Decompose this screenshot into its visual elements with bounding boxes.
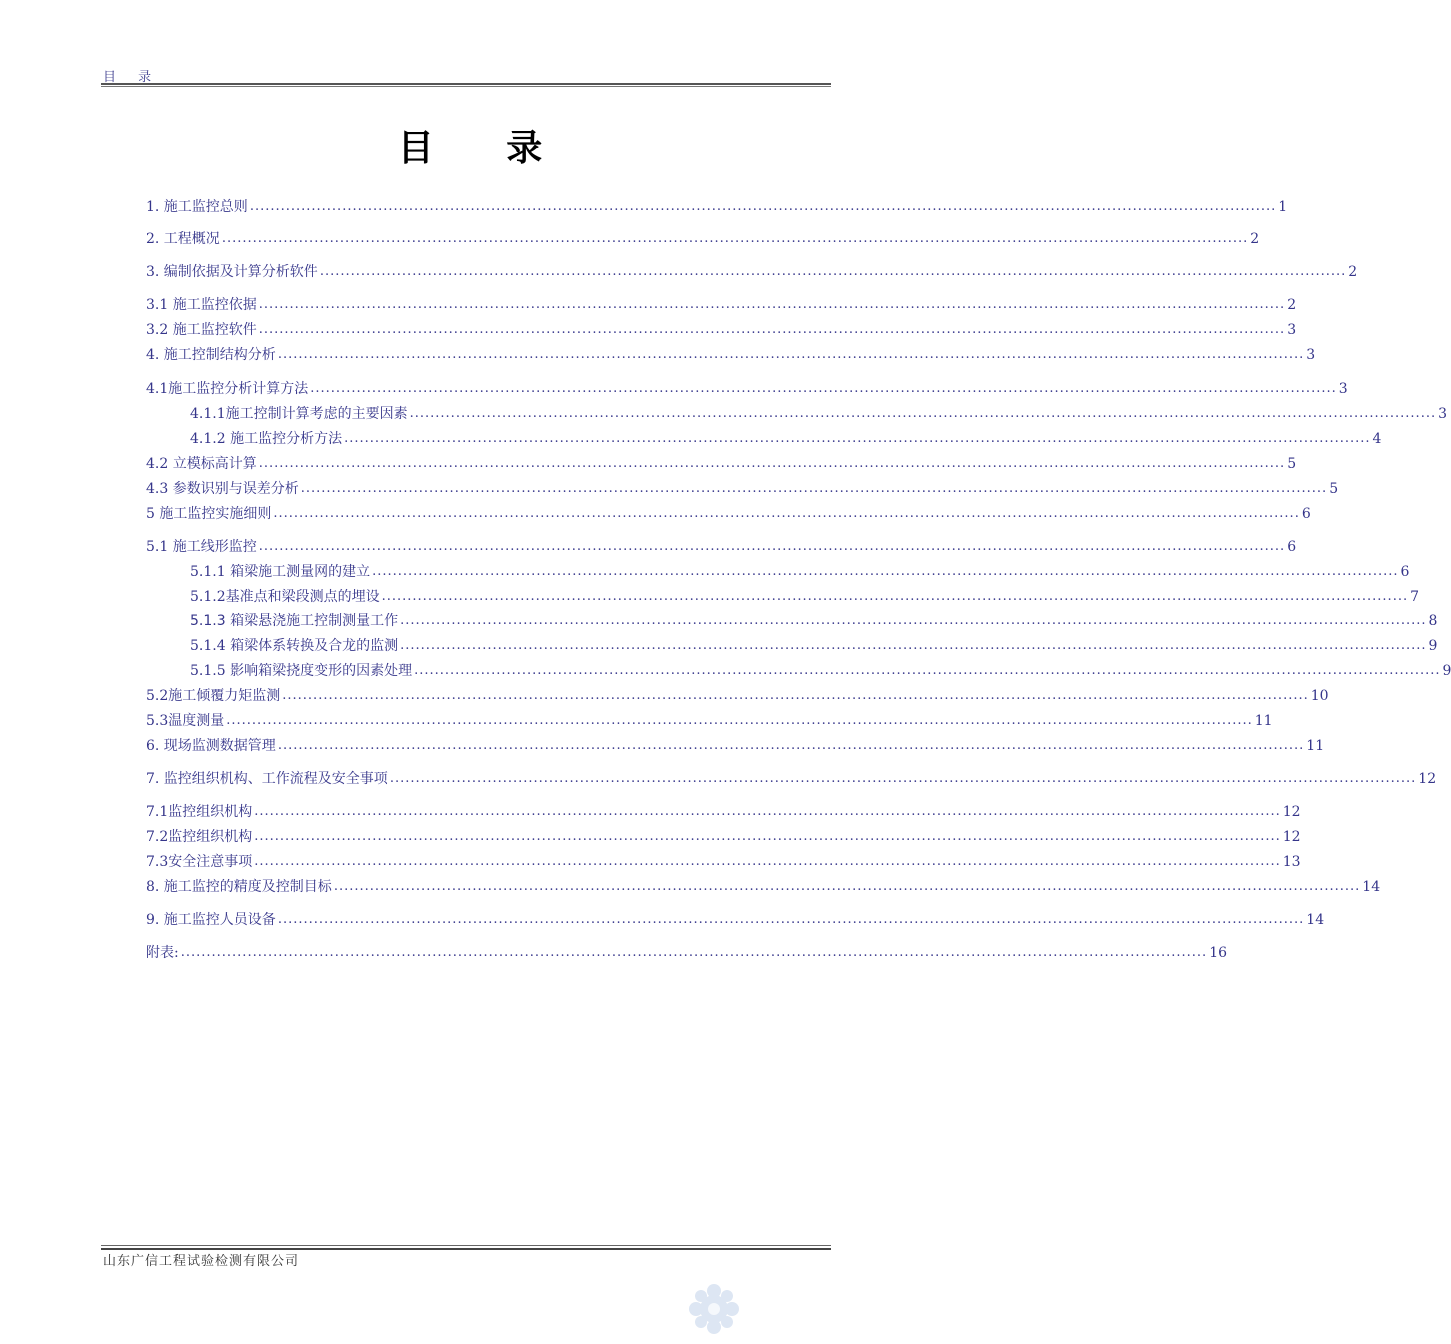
dot-leader: ........................................................................................................................................................................................................ [277, 347, 1305, 362]
dot-leader: ........................................................................................................................................................................................................ [310, 381, 1337, 396]
toc-entry-7-3[interactable]: 7.3安全注意事项 ........................................................................................................................................................................................................ 13 [146, 854, 1301, 870]
running-header: 目 录 [103, 70, 161, 85]
dot-leader: ........................................................................................................................................................................................................ [273, 506, 1300, 521]
dot-leader: ........................................................................................................................................................................................................ [400, 613, 1427, 628]
toc-entry-5-1-4[interactable]: 5.1.4 箱梁体系转换及合龙的监测 ........................................................................................................................................................................................................ 9 [190, 638, 1438, 654]
dot-leader: ........................................................................................................................................................................................................ [333, 879, 1361, 894]
toc-entry-7[interactable]: 7. 监控组织机构、工作流程及安全事项 ........................................................................................................................................................................................................ 12 [146, 771, 1437, 787]
toc-entry-7-2[interactable]: 7.2监控组织机构 ........................................................................................................................................................................................................ 12 [146, 829, 1301, 845]
toc-entry-5-2[interactable]: 5.2施工倾覆力矩监测 ........................................................................................................................................................................................................ 10 [146, 688, 1329, 704]
toc-entry-7-1[interactable]: 7.1监控组织机构 ........................................................................................................................................................................................................ 12 [146, 804, 1301, 820]
dot-leader: ........................................................................................................................................................................................................ [254, 804, 1281, 819]
dot-leader: ........................................................................................................................................................................................................ [409, 406, 1437, 421]
dot-leader: ........................................................................................................................................................................................................ [226, 713, 1253, 728]
toc-entry-4-1-2[interactable]: 4.1.2 施工监控分析方法 ........................................................................................................................................................................................................ 4 [190, 431, 1382, 447]
dot-leader: ........................................................................................................................................................................................................ [282, 688, 1309, 703]
dot-leader: ........................................................................................................................................................................................................ [258, 297, 1286, 312]
toc-entry-5-1-1[interactable]: 5.1.1 箱梁施工测量网的建立 ........................................................................................................................................................................................................ 6 [190, 564, 1410, 580]
footer-rule-thin [101, 1245, 831, 1246]
dot-leader: ........................................................................................................................................................................................................ [344, 431, 1371, 446]
dot-leader: ........................................................................................................................................................................................................ [400, 638, 1427, 653]
toc-entry-3[interactable]: 3. 编制依据及计算分析软件 ........................................................................................................................................................................................................ 2 [146, 264, 1358, 280]
dot-leader: ........................................................................................................................................................................................................ [258, 322, 1286, 337]
toc-entry-9[interactable]: 9. 施工监控人员设备 ........................................................................................................................................................................................................ 14 [146, 912, 1325, 928]
toc-entry-1[interactable]: 1. 施工监控总则 ........................................................................................................................................................................................................ 1 [146, 199, 1288, 215]
toc-entry-2[interactable]: 2. 工程概况 ........................................................................................................................................................................................................ 2 [146, 231, 1260, 247]
footer-company: 山东广信工程试验检测有限公司 [103, 1254, 300, 1269]
toc-entry-3-1[interactable]: 3.1 施工监控依据 ........................................................................................................................................................................................................ 2 [146, 297, 1297, 313]
toc-entry-5-1-5[interactable]: 5.1.5 影响箱梁挠度变形的因素处理 ........................................................................................................................................................................................................ 9 [190, 663, 1451, 679]
dot-leader: ........................................................................................................................................................................................................ [180, 945, 1208, 960]
toc-entry-3-2[interactable]: 3.2 施工监控软件 ........................................................................................................................................................................................................ 3 [146, 322, 1297, 338]
header-rule [101, 83, 831, 85]
dot-leader: ........................................................................................................................................................................................................ [221, 231, 1249, 246]
toc-entry-4[interactable]: 4. 施工控制结构分析 ........................................................................................................................................................................................................ 3 [146, 347, 1316, 363]
toc-entry-8[interactable]: 8. 施工监控的精度及控制目标 ........................................................................................................................................................................................................ 14 [146, 879, 1381, 895]
dot-leader: ........................................................................................................................................................................................................ [372, 564, 1399, 579]
dot-leader: ........................................................................................................................................................................................................ [254, 854, 1281, 869]
toc-entry-4-2[interactable]: 4.2 立模标高计算 ........................................................................................................................................................................................................ 5 [146, 456, 1297, 472]
dot-leader: ........................................................................................................................................................................................................ [254, 829, 1281, 844]
dot-leader: ........................................................................................................................................................................................................ [258, 539, 1286, 554]
dot-leader: ........................................................................................................................................................................................................ [258, 456, 1286, 471]
dot-leader: ........................................................................................................................................................................................................ [277, 912, 1305, 927]
dot-leader: ........................................................................................................................................................................................................ [414, 663, 1441, 678]
header-rule-thin [101, 86, 831, 87]
toc-entry-5-1[interactable]: 5.1 施工线形监控 ........................................................................................................................................................................................................ 6 [146, 539, 1297, 555]
toc-entry-6[interactable]: 6. 现场监测数据管理 ........................................................................................................................................................................................................ 11 [146, 738, 1325, 754]
toc-entry-4-3[interactable]: 4.3 参数识别与误差分析 ........................................................................................................................................................................................................ 5 [146, 481, 1339, 497]
toc-entry-4-1[interactable]: 4.1施工监控分析计算方法 ........................................................................................................................................................................................................ 3 [146, 381, 1348, 397]
toc-entry-5-1-3[interactable]: 5.1.3 箱梁悬浇施工控制测量工作 ........................................................................................................................................................................................................ 8 [190, 613, 1438, 629]
page-title: 目 录 [397, 127, 573, 169]
dot-leader: ........................................................................................................................................................................................................ [389, 771, 1417, 786]
dot-leader: ........................................................................................................................................................................................................ [249, 199, 1277, 214]
dot-leader: ........................................................................................................................................................................................................ [319, 264, 1347, 279]
dot-leader: ........................................................................................................................................................................................................ [300, 481, 1328, 496]
toc-entry-5-1-2[interactable]: 5.1.2基准点和梁段测点的埋设 ........................................................................................................................................................................................................ 7 [190, 589, 1420, 605]
toc-entry-4-1-1[interactable]: 4.1.1施工控制计算考虑的主要因素 ........................................................................................................................................................................................................ 3 [190, 406, 1448, 422]
dot-leader: ........................................................................................................................................................................................................ [277, 738, 1305, 753]
dot-leader: ........................................................................................................................................................................................................ [381, 589, 1409, 604]
toc-entry-appendix[interactable]: 附表: ........................................................................................................................................................................................................ 16 [146, 945, 1228, 961]
toc-entry-5[interactable]: 5 施工监控实施细则 ........................................................................................................................................................................................................ 6 [146, 506, 1311, 522]
toc-entry-5-3[interactable]: 5.3温度测量 ........................................................................................................................................................................................................ 11 [146, 713, 1273, 729]
watermark-logo-icon [684, 1279, 744, 1339]
